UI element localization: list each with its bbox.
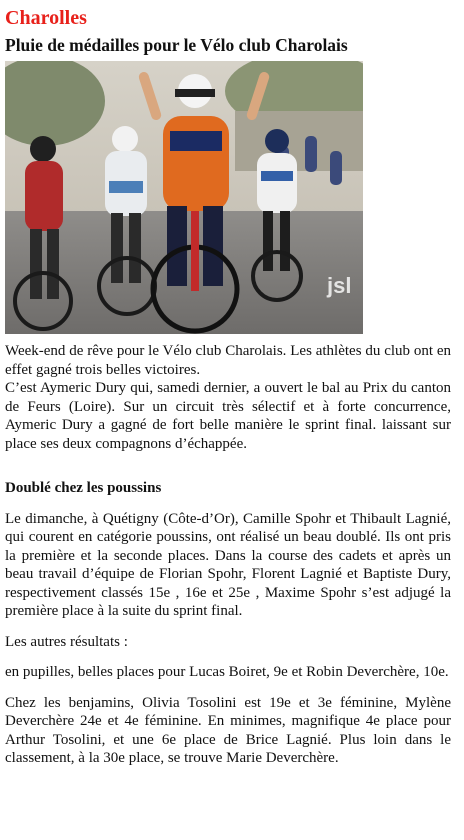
section-title: Charolles bbox=[5, 7, 87, 29]
article-photo bbox=[5, 61, 363, 334]
paragraph-2: Les autres résultats : bbox=[5, 633, 128, 650]
article-body bbox=[5, 342, 451, 768]
subheading: Doublé chez les poussins bbox=[5, 480, 162, 496]
lead-paragraph-2: C’est Aymeric Dury qui, samedi dernier, a ouvert le bal au Prix du canton de Feurs (Loire). Sur un circuit très sélectif et à forte concurrence, Aymeric Dury a gagné de fort belle manière le sprint final. laissant sur place ses deux compagnons d’échappée. bbox=[5, 380, 451, 452]
photo-watermark: jsl bbox=[327, 273, 352, 298]
lead-paragraph-1: Week-end de rêve pour le Vélo club Charolais. Les athlètes du club ont en effet gagné trois belles victoires. bbox=[5, 343, 451, 378]
paragraph-4: Chez les benjamins, Olivia Tosolini est 19e et 3e féminine, Mylène Deverchère 24e et 4e féminine. En minimes, magnifique 4e place pour Arthur Tosolini, et une 6e place de Brice Lagnié. Plus loin dans le classement, à la 30e place, se trouve Marie Deverchère. bbox=[5, 694, 451, 766]
headline: Pluie de médailles pour le Vélo club Charolais bbox=[5, 35, 348, 55]
paragraph-1: Le dimanche, à Quétigny (Côte-d’Or), Camille Spohr et Thibault Lagnié, qui courent en catégorie poussins, ont réalisé un beau doublé. Ils ont pris la première et la seconde places. Dans la course des cadets et après un beau travail d’équipe de Florian Spohr, Florent Lagnié et Baptiste Dury, respectivement classés 15e , 16e et 25e , Maxime Spohr s’est adjugé la première place à la suite du sprint final. bbox=[5, 510, 451, 619]
paragraph-3: en pupilles, belles places pour Lucas Boiret, 9e et Robin Deverchère, 10e. bbox=[5, 664, 449, 680]
